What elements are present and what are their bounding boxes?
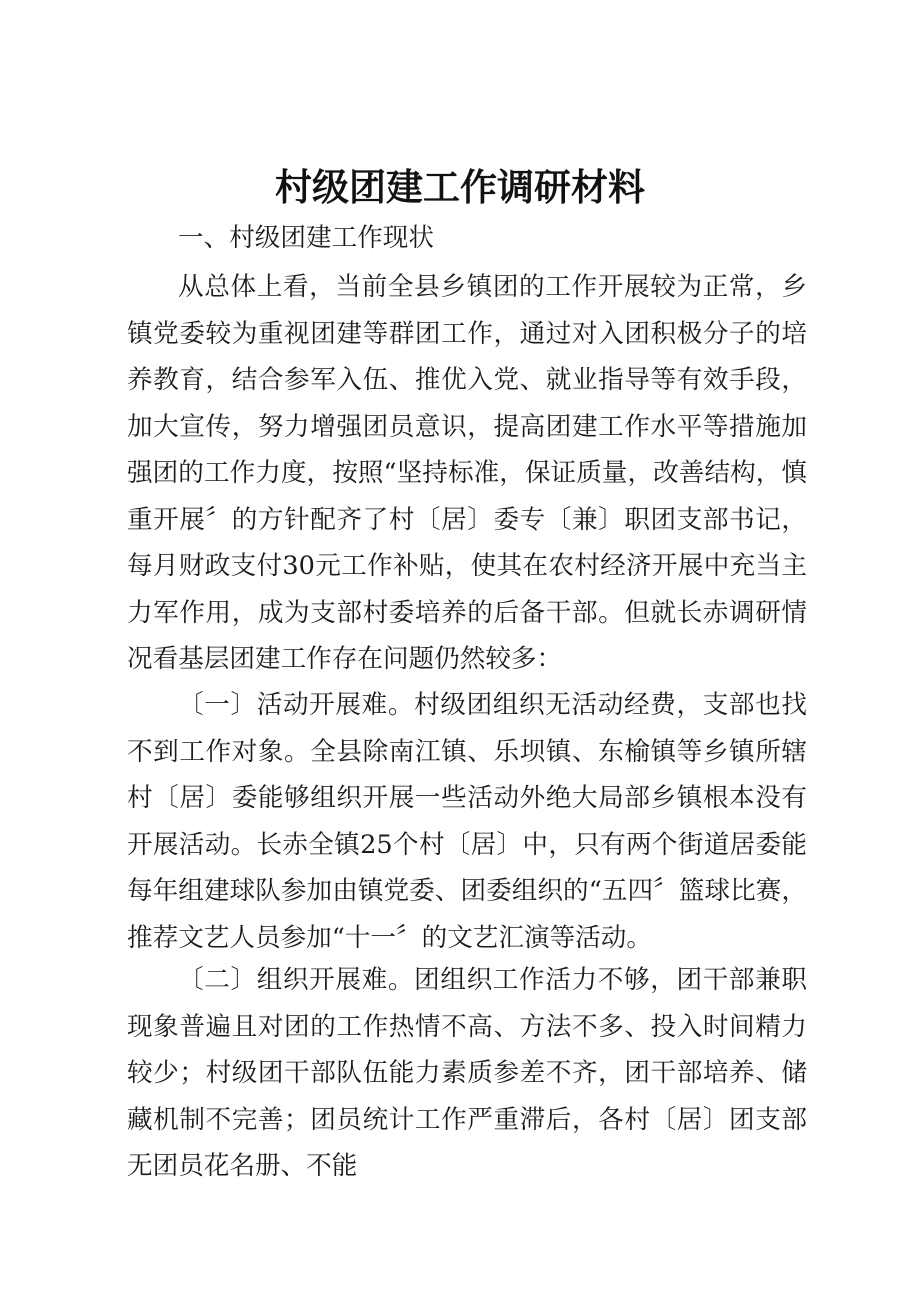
section-heading: 一、村级团建工作现状 bbox=[178, 223, 434, 253]
paragraph-activity-difficulty: 〔一〕活动开展难。村级团组织无活动经费，支部也找不到工作对象。全县除南江镇、乐坝镇、东榆镇等乡镇所辖村〔居〕委能够组织开展一些活动外绝大局部乡镇根本没有开展活动。长赤全镇25个村〔居〕中，只有两个街道居委能每年组建球队参加由镇党委、团委组织的“五四〞篮球比赛，推荐文艺人员参加“十一〞的文艺汇演等活动。 bbox=[127, 690, 807, 953]
document-title: 村级团建工作调研材料 bbox=[275, 165, 645, 209]
paragraph-organization-difficulty: 〔二〕组织开展难。团组织工作活力不够，团干部兼职现象普遍且对团的工作热情不高、方法不多、投入时间精力较少；村级团干部队伍能力素质参差不齐，团干部培养、储藏机制不完善；团员统计工作严重滞后，各村〔居〕团支部无团员花名册、不能 bbox=[127, 965, 807, 1181]
paragraph-overview: 从总体上看，当前全县乡镇团的工作开展较为正常，乡镇党委较为重视团建等群团工作，通过对入团积极分子的培养教育，结合参军入伍、推优入党、就业指导等有效手段，加大宣传，努力增强团员意识，提高团建工作水平等措施加强团的工作力度，按照“坚持标准，保证质量，改善结构，慎重开展〞的方针配齐了村〔居〕委专〔兼〕职团支部书记，每月财政支付30元工作补贴，使其在农村经济开展中充当主力军作用，成为支部村委培养的后备干部。但就长赤调研情况看基层团建工作存在问题仍然较多： bbox=[127, 272, 807, 674]
